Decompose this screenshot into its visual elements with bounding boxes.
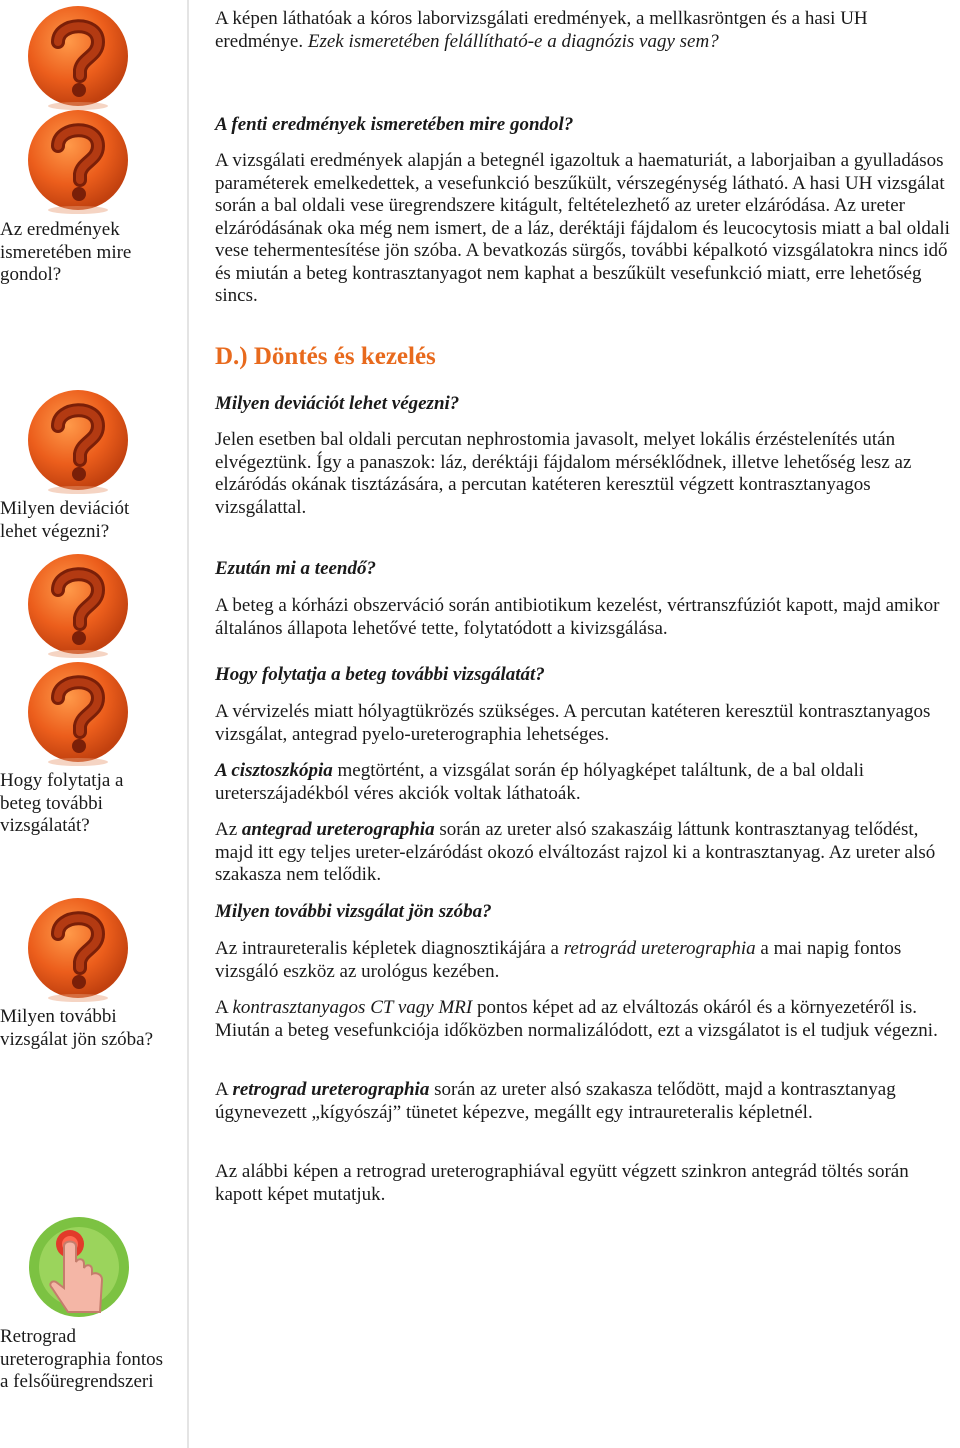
answer-text: Az (215, 819, 242, 840)
answer-text: során az ureter alsó szakaszáig láttunk kontrasztanyag telődést, majd itt egy teljes ureter-elzáródást okozó elváltozást rajzol ki a kontrasztanyag. Az ureter alsó szakasza nem telődik. (215, 819, 936, 885)
margin-caption: Az eredmények ismeretében mire gondol? (0, 219, 132, 285)
margin-caption: Retrograd ureterographia fontos a felsőüregrendszeri (0, 1326, 164, 1392)
question-mark-icon (24, 550, 132, 658)
intro-question: Ezek ismeretében felállítható-e a diagnózis vagy sem? (307, 30, 719, 52)
answer-paragraph: A beteg a kórházi obszerváció során antibiotikum kezelést, vértranszfúziót kapott, majd amikor általános állapota lehetővé tette, folytatódott a kivizsgálása. (215, 595, 940, 639)
question-mark-icon (24, 386, 132, 494)
answer-paragraph (215, 1079, 957, 1124)
term-ct-mri: kontrasztanyagos CT vagy MRI (232, 997, 473, 1018)
answer-text: A (215, 997, 233, 1018)
term-cisztoszkopia: A cisztoszkópia (215, 760, 333, 781)
question-mark-icon (24, 106, 132, 214)
term-retrograd-ureterographia: retrograd ureterographia (232, 1079, 430, 1100)
question-heading: Ezután mi a teendő? (215, 558, 376, 579)
answer-paragraph (215, 938, 957, 983)
term-retrograd-ureterographia: retrográd ureterographia (563, 938, 756, 959)
answer-text: során az ureter alsó szakasza telődött, majd a kontrasztanyag úgynevezett „kígyószáj” tünetet képezve, megállt egy intraureteralis képletnél. (215, 1079, 896, 1123)
question-mark-icon (24, 658, 132, 766)
answer-text: pontos képet ad az elváltozás okáról és a környezetéről is. Miután a beteg vesefunkciója időközben normalizálódott, ezt a vizsgálatot is el tudjuk végezni. (215, 997, 938, 1041)
question-heading: Milyen további vizsgálat jön szóba? (215, 901, 492, 922)
term-antegrad-ureterographia: antegrad ureterographia (241, 819, 435, 840)
margin-caption: Milyen további vizsgálat jön szóba? (0, 1006, 154, 1050)
answer-paragraph (215, 819, 957, 887)
answer-paragraph: A vizsgálati eredmények alapján a betegnél igazoltuk a haematuriát, a laborjaiban a gyulladásos paraméterek emelkedettek, a vesefunkció beszűkült, vérszegénység látható. A hasi UH vizsgálat során a bal oldali vese üregrendszere kitágult, feltételezhető az ureter elzáródása. Az ureter elzáródásának oka még nem ismert, de a láz, deréktáji fájdalom és leucocytosis miatt a bal oldali vese tehermentesítése jön szóba. A bevatkozás sürgős, további képalkotó vizsgálatokra nincs idő és miután a beteg kontrasztanyagot nem kaphat a beszűkült vesefunkció miatt, erre lehetőség sincs. (215, 150, 950, 306)
answer-text: A (215, 1079, 233, 1100)
answer-paragraph (215, 760, 957, 805)
question-mark-icon (24, 894, 132, 1002)
margin-caption: Milyen deviációt lehet végezni? (0, 498, 130, 542)
question-heading: A fenti eredmények ismeretében mire gondol? (215, 114, 574, 135)
intro-text: A képen láthatóak a kóros laborvizsgálati eredmények, a mellkasröntgen és a hasi UH eredménye. (215, 8, 868, 52)
question-mark-icon (24, 2, 132, 110)
answer-paragraph: A vérvizelés miatt hólyagtükrözés szükséges. A percutan katéteren keresztül kontrasztanyagos vizsgálat, antegrad pyelo-ureterographia lehetséges. (215, 701, 931, 745)
question-heading: Hogy folytatja a beteg további vizsgálatát? (215, 664, 545, 685)
answer-paragraph (215, 997, 957, 1042)
hand-pointer-icon (26, 1214, 132, 1320)
margin-caption: Hogy folytatja a beteg további vizsgálatát? (0, 770, 124, 836)
answer-text: a mai napig fontos vizsgáló eszköz az urológus kezében. (215, 938, 902, 982)
intro-paragraph (215, 8, 957, 53)
answer-text: megtörtént, a vizsgálat során ép hólyagképet találtunk, de a bal oldali ureterszájadékból véres akciók voltak láthatoák. (215, 760, 865, 804)
answer-paragraph: Jelen esetben bal oldali percutan nephrostomia javasolt, melyet lokális érzéstelenítés után elvégeztünk. Így a panaszok: láz, deréktáji fájdalom mérséklődnek, illetve lehetőség lesz az elzáródás okának tisztázására, a percutan katéteren keresztül végzett kontrasztanyagos vizsgálattal. (215, 429, 912, 518)
section-title: D.) Döntés és kezelés (215, 343, 436, 370)
question-heading: Milyen deviációt lehet végezni? (215, 393, 460, 414)
answer-text: Az intraureteralis képletek diagnosztikájára a (215, 938, 564, 959)
answer-paragraph: Az alábbi képen a retrograd ureterographiával együtt végzett szinkron antegrád töltés során kapott képet mutatjuk. (215, 1161, 909, 1205)
column-divider (187, 0, 189, 1448)
